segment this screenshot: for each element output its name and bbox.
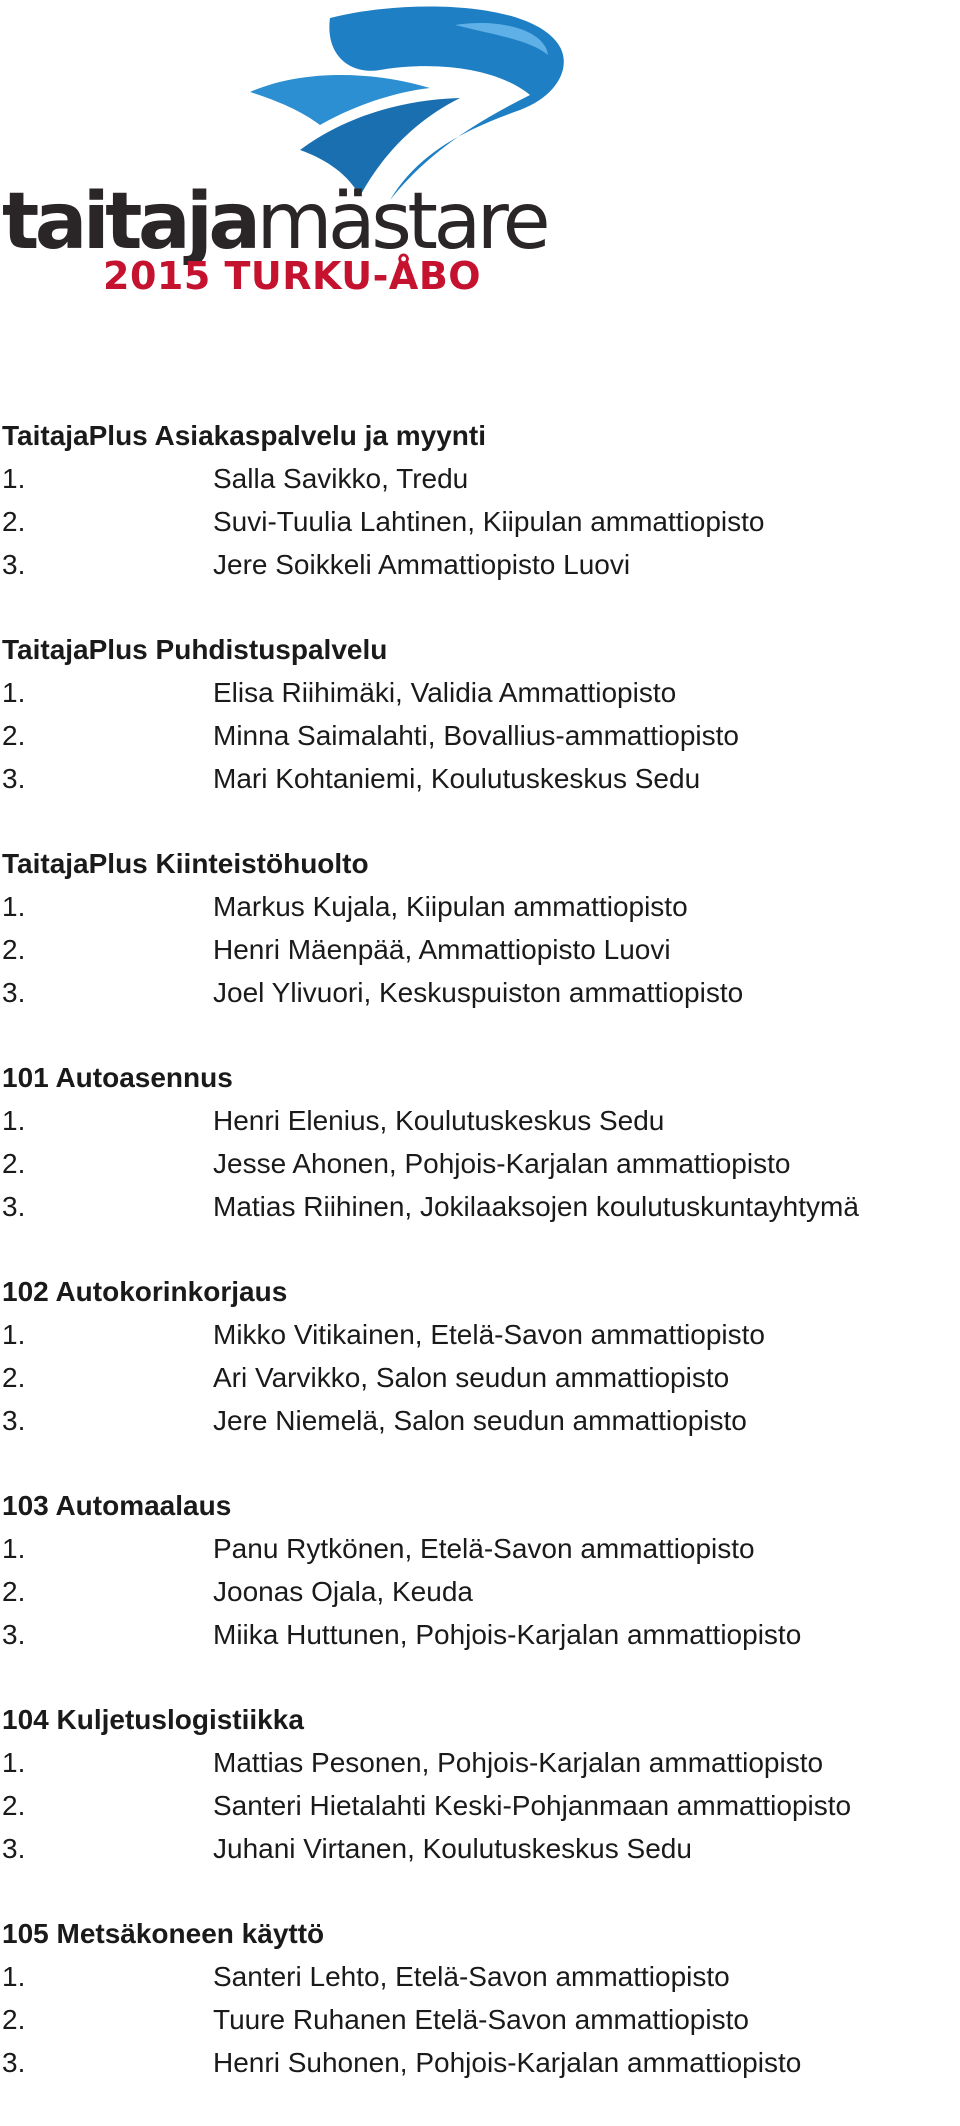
rank-number: 3. <box>2 1191 26 1222</box>
winner-name: Minna Saimalahti, Bovallius-ammattiopisto <box>213 720 739 751</box>
winner-name: Juhani Virtanen, Koulutuskeskus Sedu <box>213 1833 692 1864</box>
rank-number: 1. <box>2 1105 26 1136</box>
rank-number: 1. <box>2 891 26 922</box>
rank-number: 3. <box>2 1619 26 1650</box>
rank-number: 1. <box>2 1747 26 1778</box>
category-block <box>2 1056 957 1228</box>
winner-name: Elisa Riihimäki, Validia Ammattiopisto <box>213 677 677 708</box>
winner-name: Suvi-Tuulia Lahtinen, Kiipulan ammattiopisto <box>213 506 765 537</box>
winner-name: Salla Savikko, Tredu <box>213 463 469 494</box>
result-entry <box>2 714 957 757</box>
rank-number: 3. <box>2 2047 26 2078</box>
result-entry <box>2 1142 957 1185</box>
winner-name: Markus Kujala, Kiipulan ammattiopisto <box>213 891 688 922</box>
rank-number: 1. <box>2 1319 26 1350</box>
result-entry <box>2 757 957 800</box>
winner-name: Jesse Ahonen, Pohjois-Karjalan ammattiopisto <box>213 1148 791 1179</box>
result-entry <box>2 971 957 1014</box>
category-block <box>2 1698 957 1870</box>
category-title: 102 Autokorinkorjaus <box>2 1276 288 1307</box>
rank-number: 2. <box>2 1148 26 1179</box>
result-entry <box>2 543 957 586</box>
result-entry <box>2 500 957 543</box>
rank-number: 3. <box>2 763 26 794</box>
result-entry <box>2 1741 957 1784</box>
winner-name: Mattias Pesonen, Pohjois-Karjalan ammattiopisto <box>213 1747 824 1778</box>
result-entry <box>2 885 957 928</box>
result-entry <box>2 1356 957 1399</box>
result-entry <box>2 2041 957 2084</box>
result-entry <box>2 671 957 714</box>
rank-number: 3. <box>2 977 26 1008</box>
winner-name: Joonas Ojala, Keuda <box>213 1576 473 1607</box>
category-title: TaitajaPlus Asiakaspalvelu ja myynti <box>2 420 486 451</box>
rank-number: 3. <box>2 1405 26 1436</box>
result-entry <box>2 1613 957 1656</box>
rank-number: 2. <box>2 2004 26 2035</box>
rank-number: 3. <box>2 1833 26 1864</box>
result-entry <box>2 1399 957 1442</box>
winner-name: Henri Suhonen, Pohjois-Karjalan ammattiopisto <box>213 2047 802 2078</box>
rank-number: 2. <box>2 934 26 965</box>
logo-word-light: mästare <box>256 177 547 267</box>
category-block <box>2 1912 957 2084</box>
category-title: 103 Automaalaus <box>2 1490 232 1521</box>
results-list <box>2 414 957 2126</box>
winner-name: Santeri Lehto, Etelä-Savon ammattiopisto <box>213 1961 730 1992</box>
logo-wordmark <box>2 177 547 267</box>
rank-number: 1. <box>2 463 26 494</box>
winner-name: Jere Niemelä, Salon seudun ammattiopisto <box>213 1405 747 1436</box>
rank-number: 1. <box>2 1533 26 1564</box>
rank-number: 3. <box>2 549 26 580</box>
category-title: 101 Autoasennus <box>2 1062 233 1093</box>
category-title: TaitajaPlus Puhdistuspalvelu <box>2 634 388 665</box>
category-block <box>2 628 957 800</box>
category-title: TaitajaPlus Kiinteistöhuolto <box>2 848 369 879</box>
result-entry <box>2 1784 957 1827</box>
winner-name: Joel Ylivuori, Keskuspuiston ammattiopisto <box>213 977 744 1008</box>
winner-name: Panu Rytkönen, Etelä-Savon ammattiopisto <box>213 1533 755 1564</box>
category-block <box>2 1270 957 1442</box>
winner-name: Henri Mäenpää, Ammattiopisto Luovi <box>213 934 671 965</box>
winner-name: Mikko Vitikainen, Etelä-Savon ammattiopisto <box>213 1319 765 1350</box>
winner-name: Miika Huttunen, Pohjois-Karjalan ammattiopisto <box>213 1619 802 1650</box>
winner-name: Ari Varvikko, Salon seudun ammattiopisto <box>213 1362 730 1393</box>
rank-number: 2. <box>2 720 26 751</box>
winner-name: Mari Kohtaniemi, Koulutuskeskus Sedu <box>213 763 701 794</box>
rank-number: 2. <box>2 1576 26 1607</box>
result-entry <box>2 1099 957 1142</box>
result-entry <box>2 1313 957 1356</box>
result-entry <box>2 928 957 971</box>
result-entry <box>2 457 957 500</box>
result-entry <box>2 1998 957 2041</box>
rank-number: 1. <box>2 1961 26 1992</box>
logo-word-bold: taitaja <box>2 177 257 267</box>
category-block <box>2 1484 957 1656</box>
rank-number: 2. <box>2 1790 26 1821</box>
category-title: 105 Metsäkoneen käyttö <box>2 1918 325 1949</box>
result-entry <box>2 1955 957 1998</box>
taitajamastare-logo <box>0 0 580 300</box>
winner-name: Matias Riihinen, Jokilaaksojen koulutuskuntayhtymä <box>213 1191 859 1222</box>
result-entry <box>2 1570 957 1613</box>
result-entry <box>2 1527 957 1570</box>
winner-name: Jere Soikkeli Ammattiopisto Luovi <box>213 549 631 580</box>
category-title: 104 Kuljetuslogistiikka <box>2 1704 304 1735</box>
winner-name: Santeri Hietalahti Keski-Pohjanmaan ammattiopisto <box>213 1790 852 1821</box>
rank-number: 2. <box>2 1362 26 1393</box>
rank-number: 1. <box>2 677 26 708</box>
logo-subtitle: 2015 TURKU-ÅBO <box>103 254 482 298</box>
result-entry <box>2 1185 957 1228</box>
category-block <box>2 414 957 586</box>
winner-name: Henri Elenius, Koulutuskeskus Sedu <box>213 1105 665 1136</box>
category-block <box>2 842 957 1014</box>
rank-number: 2. <box>2 506 26 537</box>
result-entry <box>2 1827 957 1870</box>
winner-name: Tuure Ruhanen Etelä-Savon ammattiopisto <box>213 2004 749 2035</box>
